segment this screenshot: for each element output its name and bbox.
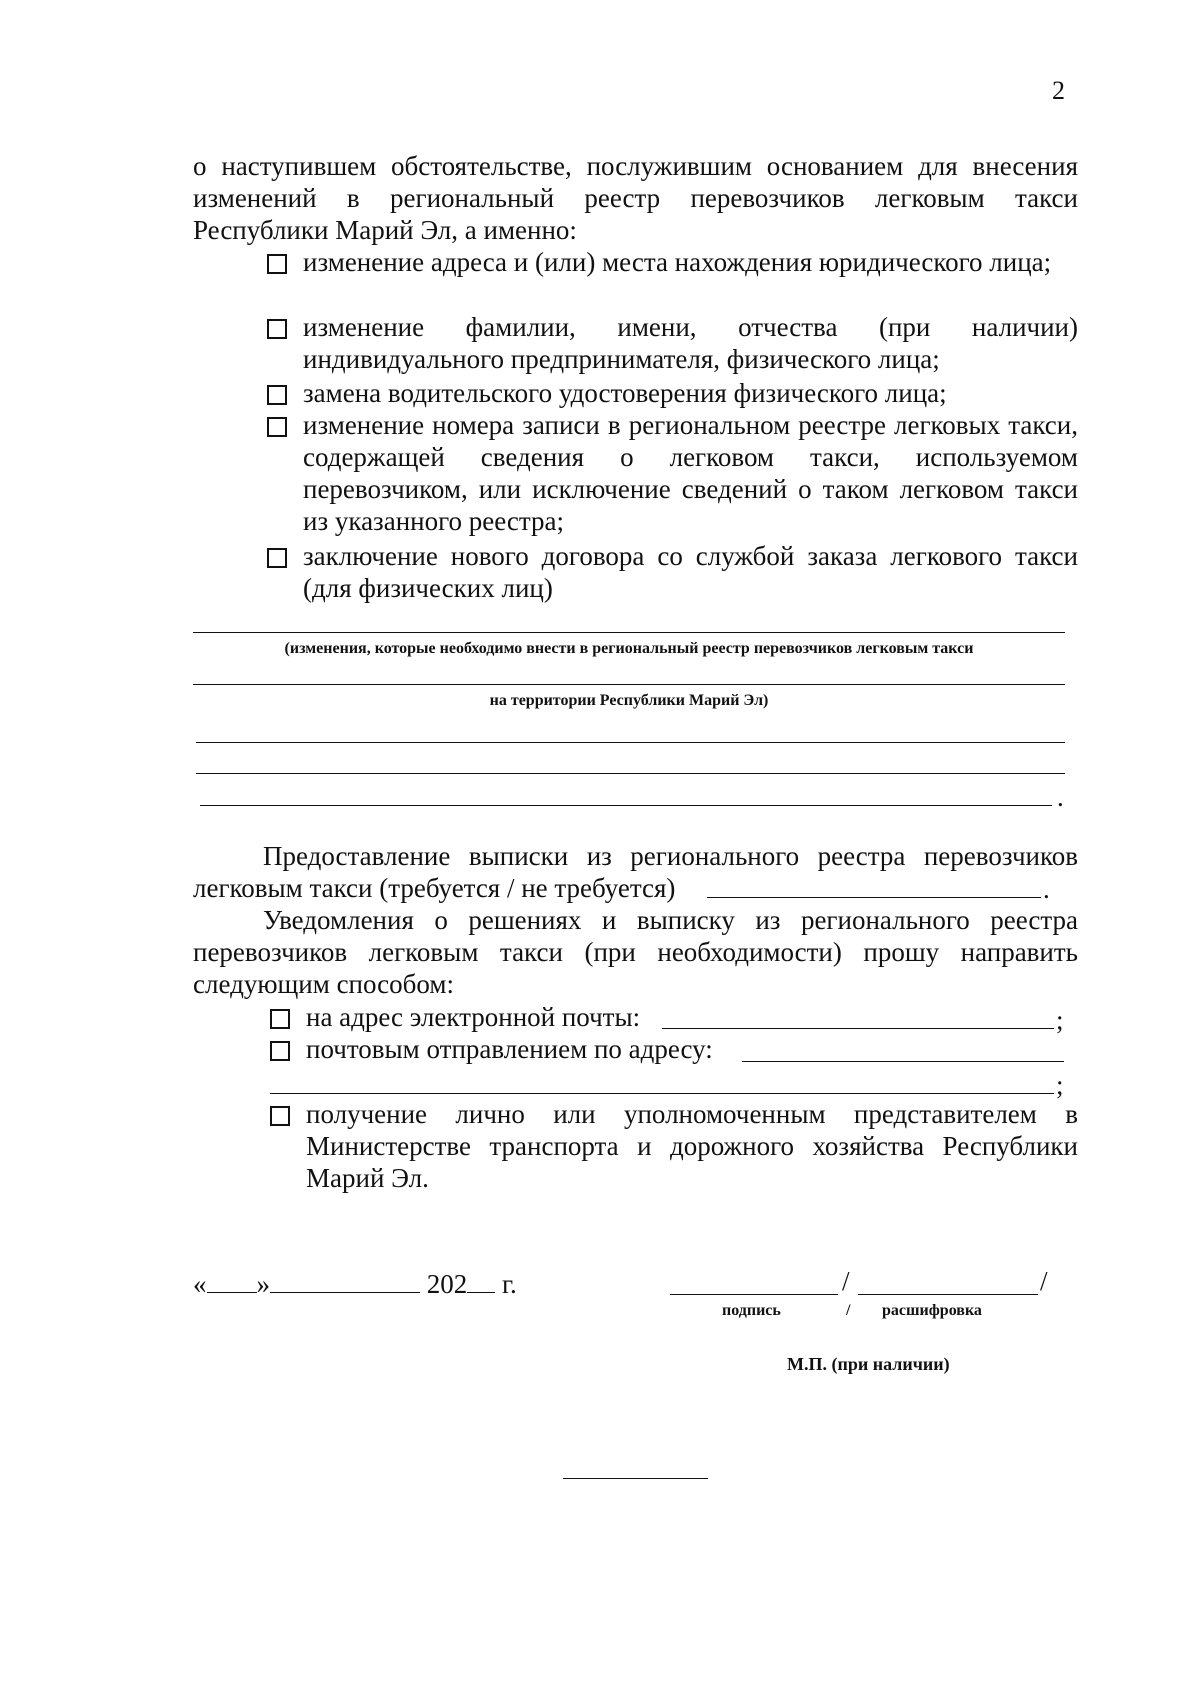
changes-fill-line-1[interactable] <box>193 632 1065 633</box>
notify-option-email[interactable] <box>270 1001 640 1033</box>
changes-fill-line-2[interactable] <box>193 684 1065 685</box>
notify-option-in-person-label: получение лично или уполномоченным представителем в Министерстве транспорта и дорожного хозяйства Республики Марий Эл. <box>306 1099 1078 1193</box>
signature-label: подпись <box>722 1302 781 1319</box>
checkbox-icon[interactable] <box>267 319 287 339</box>
date-year-prefix: 202 <box>426 1269 468 1299</box>
page-number: 2 <box>1052 76 1065 105</box>
date-month-blank[interactable] <box>270 1270 420 1293</box>
date-year-blank[interactable] <box>467 1270 495 1293</box>
change-option-name[interactable] <box>267 311 1078 375</box>
notify-paragraph: Уведомления о решениях и выписку из регионального реестра перевозчиков легковым такси (при необходимости) прошу направить следующим способом: <box>193 905 1078 999</box>
checkbox-icon[interactable] <box>267 417 287 437</box>
changes-caption-1: (изменения, которые необходимо внести в региональный реестр перевозчиков легковым такси <box>284 640 974 657</box>
post-address-line-1[interactable] <box>742 1061 1064 1062</box>
changes-caption-2: на территории Республики Марий Эл) <box>489 692 769 709</box>
changes-fill-line-3[interactable] <box>196 742 1065 743</box>
signature-line[interactable] <box>670 1294 838 1295</box>
changes-fill-line-4[interactable] <box>196 773 1065 774</box>
date-field <box>193 1268 517 1300</box>
extract-paragraph <box>193 840 1078 904</box>
change-option-license[interactable] <box>267 377 1078 409</box>
notify-option-post-label: почтовым отправлением по адресу: <box>306 1034 713 1064</box>
notify-option-in-person[interactable] <box>270 1098 1078 1194</box>
change-option-label: изменение адреса и (или) места нахождения юридического лица; <box>303 247 1052 277</box>
checkbox-icon[interactable] <box>270 1009 290 1029</box>
change-option-registry-record[interactable] <box>267 409 1078 537</box>
change-option-label: изменение номера записи в региональном реестре легковых такси, содержащей сведения о легковом такси, используемом перевозчиком, или исключение сведений о таком легковом такси из указанного реестра; <box>303 410 1078 536</box>
extract-text: Предоставление выписки из регионального реестра перевозчиков легковым такси (требуется / не требуется) <box>193 841 1078 903</box>
signature-slash-1: / <box>842 1266 850 1296</box>
extract-answer-line[interactable] <box>707 897 1041 898</box>
end-divider <box>563 1478 708 1479</box>
post-address-line-2[interactable] <box>270 1093 1054 1094</box>
date-day-blank[interactable] <box>207 1270 257 1293</box>
notify-option-post[interactable] <box>270 1033 713 1065</box>
checkbox-icon[interactable] <box>267 254 287 274</box>
notify-option-email-label: на адрес электронной почты: <box>306 1002 641 1032</box>
change-option-label: заключение нового договора со службой заказа легкового такси (для физических лиц) <box>303 541 1078 603</box>
date-close-quote: » <box>256 1269 270 1299</box>
signature-label-separator: / <box>846 1302 851 1319</box>
change-option-new-contract[interactable] <box>267 540 1078 604</box>
changes-fill-line-5[interactable] <box>200 805 1052 806</box>
checkbox-icon[interactable] <box>267 385 287 405</box>
changes-final-period: . <box>1057 782 1064 812</box>
checkbox-icon[interactable] <box>270 1106 290 1126</box>
change-option-label: замена водительского удостоверения физического лица; <box>303 378 947 408</box>
checkbox-icon[interactable] <box>270 1041 290 1061</box>
date-open-quote: « <box>193 1269 207 1299</box>
stamp-note: М.П. (при наличии) <box>787 1354 950 1374</box>
date-year-suffix: г. <box>502 1269 517 1299</box>
intro-paragraph: о наступившем обстоятельстве, послужившим основанием для внесения изменений в региональный реестр перевозчиков легковым такси Республики Марий Эл, а именно: <box>193 151 1078 245</box>
email-input-line[interactable] <box>662 1028 1054 1029</box>
signature-slash-2: / <box>1040 1266 1048 1296</box>
post-semicolon: ; <box>1056 1070 1064 1100</box>
checkbox-icon[interactable] <box>267 548 287 568</box>
change-option-address[interactable] <box>267 246 1078 278</box>
change-option-label: изменение фамилии, имени, отчества (при наличии) индивидуального предпринимателя, физического лица; <box>303 312 1078 374</box>
decoding-label: расшифровка <box>882 1302 982 1319</box>
extract-period: . <box>1043 874 1050 904</box>
email-semicolon: ; <box>1056 1005 1064 1035</box>
decoding-line[interactable] <box>858 1294 1038 1295</box>
